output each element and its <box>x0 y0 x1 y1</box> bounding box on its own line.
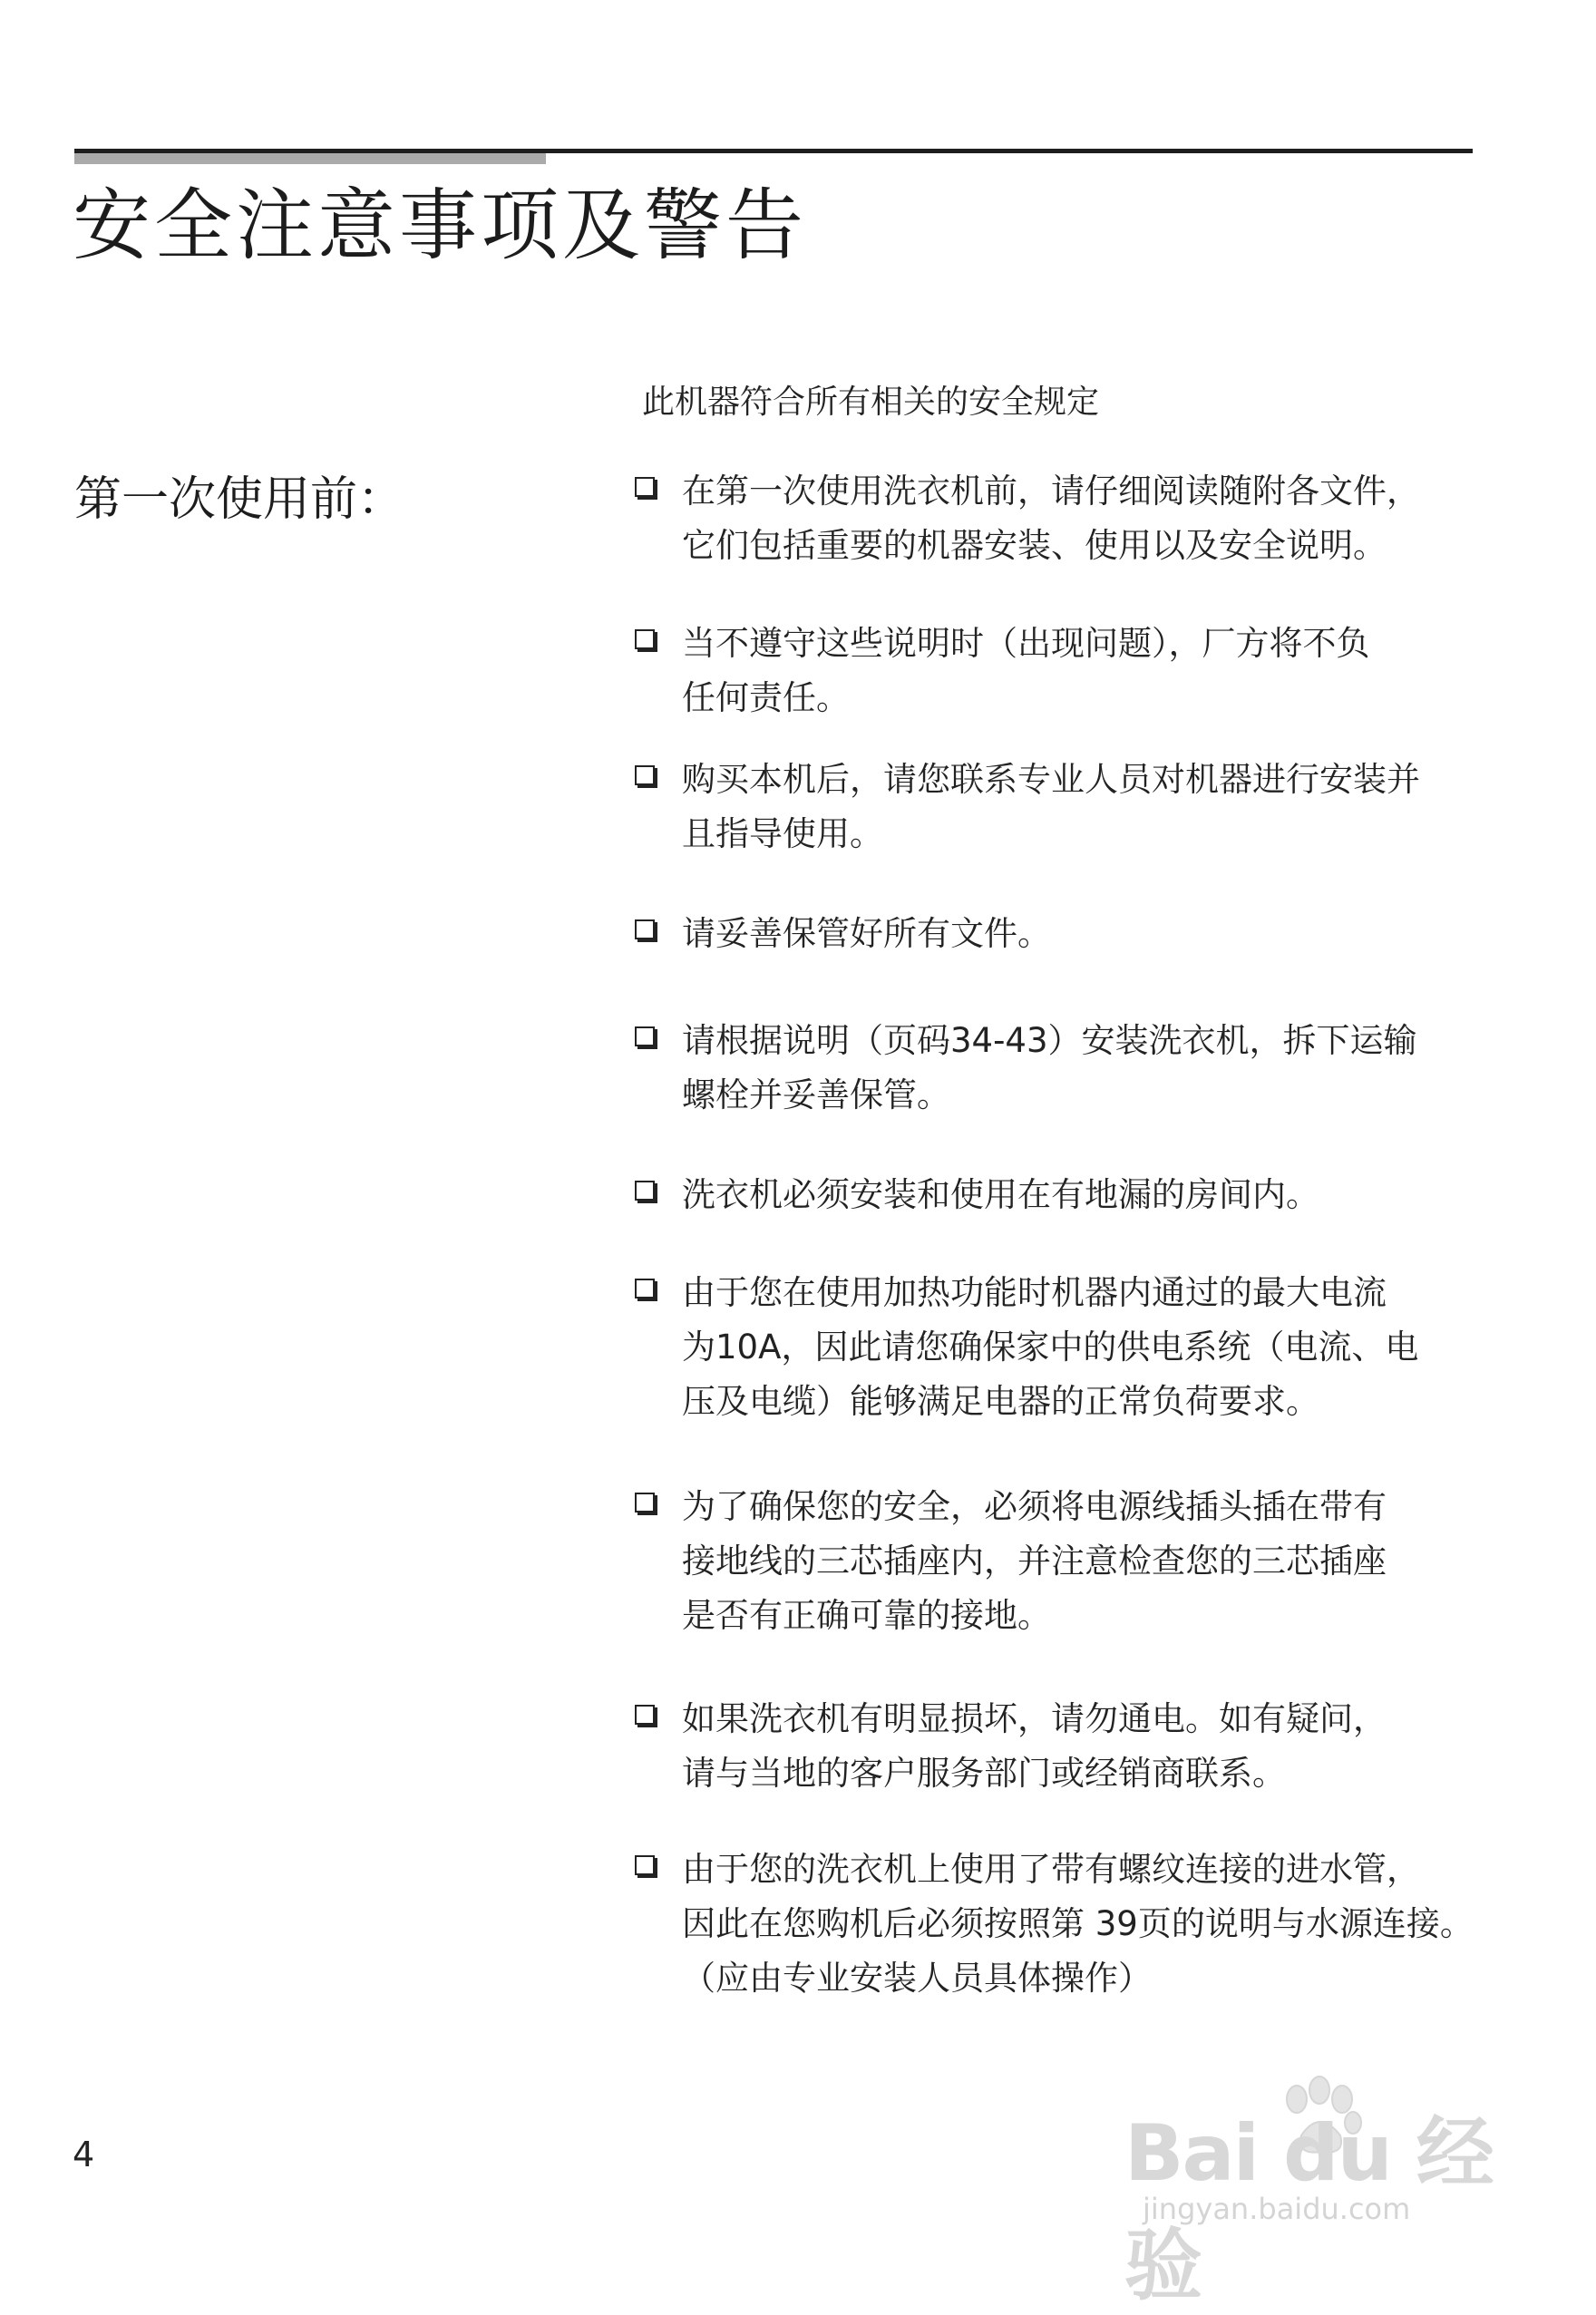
list-item-text <box>682 1843 1542 2006</box>
list-item-line: （应由专业安装人员具体操作） <box>682 1959 1152 1998</box>
list-item-line: 当不遵守这些说明时（出现问题），厂方将不负 <box>682 624 1370 663</box>
list-item-line: 购买本机后，请您联系专业人员对机器进行安装并 <box>682 760 1420 799</box>
list-item-line: 由于您在使用加热功能时机器内通过的最大电流 <box>682 1273 1387 1312</box>
page-number: 4 <box>73 2135 95 2174</box>
list-item-text <box>682 1014 1542 1123</box>
checkbox-bullet-icon <box>635 1279 655 1299</box>
list-item-text <box>682 1692 1542 1801</box>
list-item-line: 在第一次使用洗衣机前，请仔细阅读随附各文件， <box>682 472 1420 511</box>
checkbox-bullet-icon <box>635 1855 655 1875</box>
list-item-text <box>682 753 1542 861</box>
checkbox-bullet-icon <box>635 477 655 497</box>
list-item-text <box>682 617 1542 725</box>
watermark <box>1124 2072 1523 2311</box>
list-item-line: 因此在您购机后必须按照第 39页的说明与水源连接。 <box>682 1904 1474 1943</box>
list-item <box>635 1480 1542 1643</box>
intro-text: 此机器符合所有相关的安全规定 <box>642 384 1100 421</box>
list-item-line: 为10A，因此请您确保家中的供电系统（电流、电 <box>682 1328 1419 1367</box>
list-item <box>635 1168 1542 1222</box>
list-item <box>635 1266 1542 1429</box>
list-item <box>635 907 1542 961</box>
list-item-line: 接地线的三芯插座内，并注意检查您的三芯插座 <box>682 1542 1387 1581</box>
list-item-line: 且指导使用。 <box>682 814 883 853</box>
list-item-text <box>682 464 1542 573</box>
checkbox-bullet-icon <box>635 1493 655 1513</box>
list-item-line: 请与当地的客户服务部门或经销商联系。 <box>682 1754 1286 1793</box>
list-item-line: 由于您的洗衣机上使用了带有螺纹连接的进水管， <box>682 1850 1420 1889</box>
list-item-text <box>682 1168 1542 1222</box>
checkbox-bullet-icon <box>635 765 655 785</box>
list-item-text <box>682 1480 1542 1643</box>
list-item-text <box>682 1266 1542 1429</box>
list-item-line: 洗衣机必须安装和使用在有地漏的房间内。 <box>682 1175 1319 1214</box>
list-item-line: 为了确保您的安全，必须将电源线插头插在带有 <box>682 1487 1387 1526</box>
list-item-line: 请妥善保管好所有文件。 <box>682 914 1051 953</box>
list-item-line: 请根据说明（页码34-43）安装洗衣机，拆下运输 <box>682 1021 1417 1060</box>
list-item-line: 螺栓并妥善保管。 <box>682 1075 950 1114</box>
list-item <box>635 464 1542 573</box>
list-item-line: 压及电缆）能够满足电器的正常负荷要求。 <box>682 1382 1319 1421</box>
list-item-line: 如果洗衣机有明显损坏，请勿通电。如有疑问， <box>682 1699 1387 1738</box>
checkbox-bullet-icon <box>635 629 655 649</box>
list-item <box>635 1692 1542 1801</box>
list-item <box>635 753 1542 861</box>
list-item-line: 是否有正确可靠的接地。 <box>682 1596 1051 1635</box>
watermark-url: jingyan.baidu.com <box>1143 2192 1411 2226</box>
checkbox-bullet-icon <box>635 919 655 939</box>
section-heading: 第一次使用前： <box>74 472 405 527</box>
list-item-line: 它们包括重要的机器安装、使用以及安全说明。 <box>682 526 1387 565</box>
page-title: 安全注意事项及警告 <box>73 180 807 271</box>
checkbox-bullet-icon <box>635 1026 655 1046</box>
list-item-line: 任何责任。 <box>682 678 850 717</box>
list-item <box>635 1014 1542 1123</box>
list-item <box>635 617 1542 725</box>
list-item-text <box>682 907 1542 961</box>
checkbox-bullet-icon <box>635 1705 655 1725</box>
watermark-logo: Bai du 经验 <box>1124 2108 1493 2311</box>
checkbox-bullet-icon <box>635 1181 655 1201</box>
header-rule-accent <box>74 153 546 164</box>
list-item <box>635 1843 1542 2006</box>
